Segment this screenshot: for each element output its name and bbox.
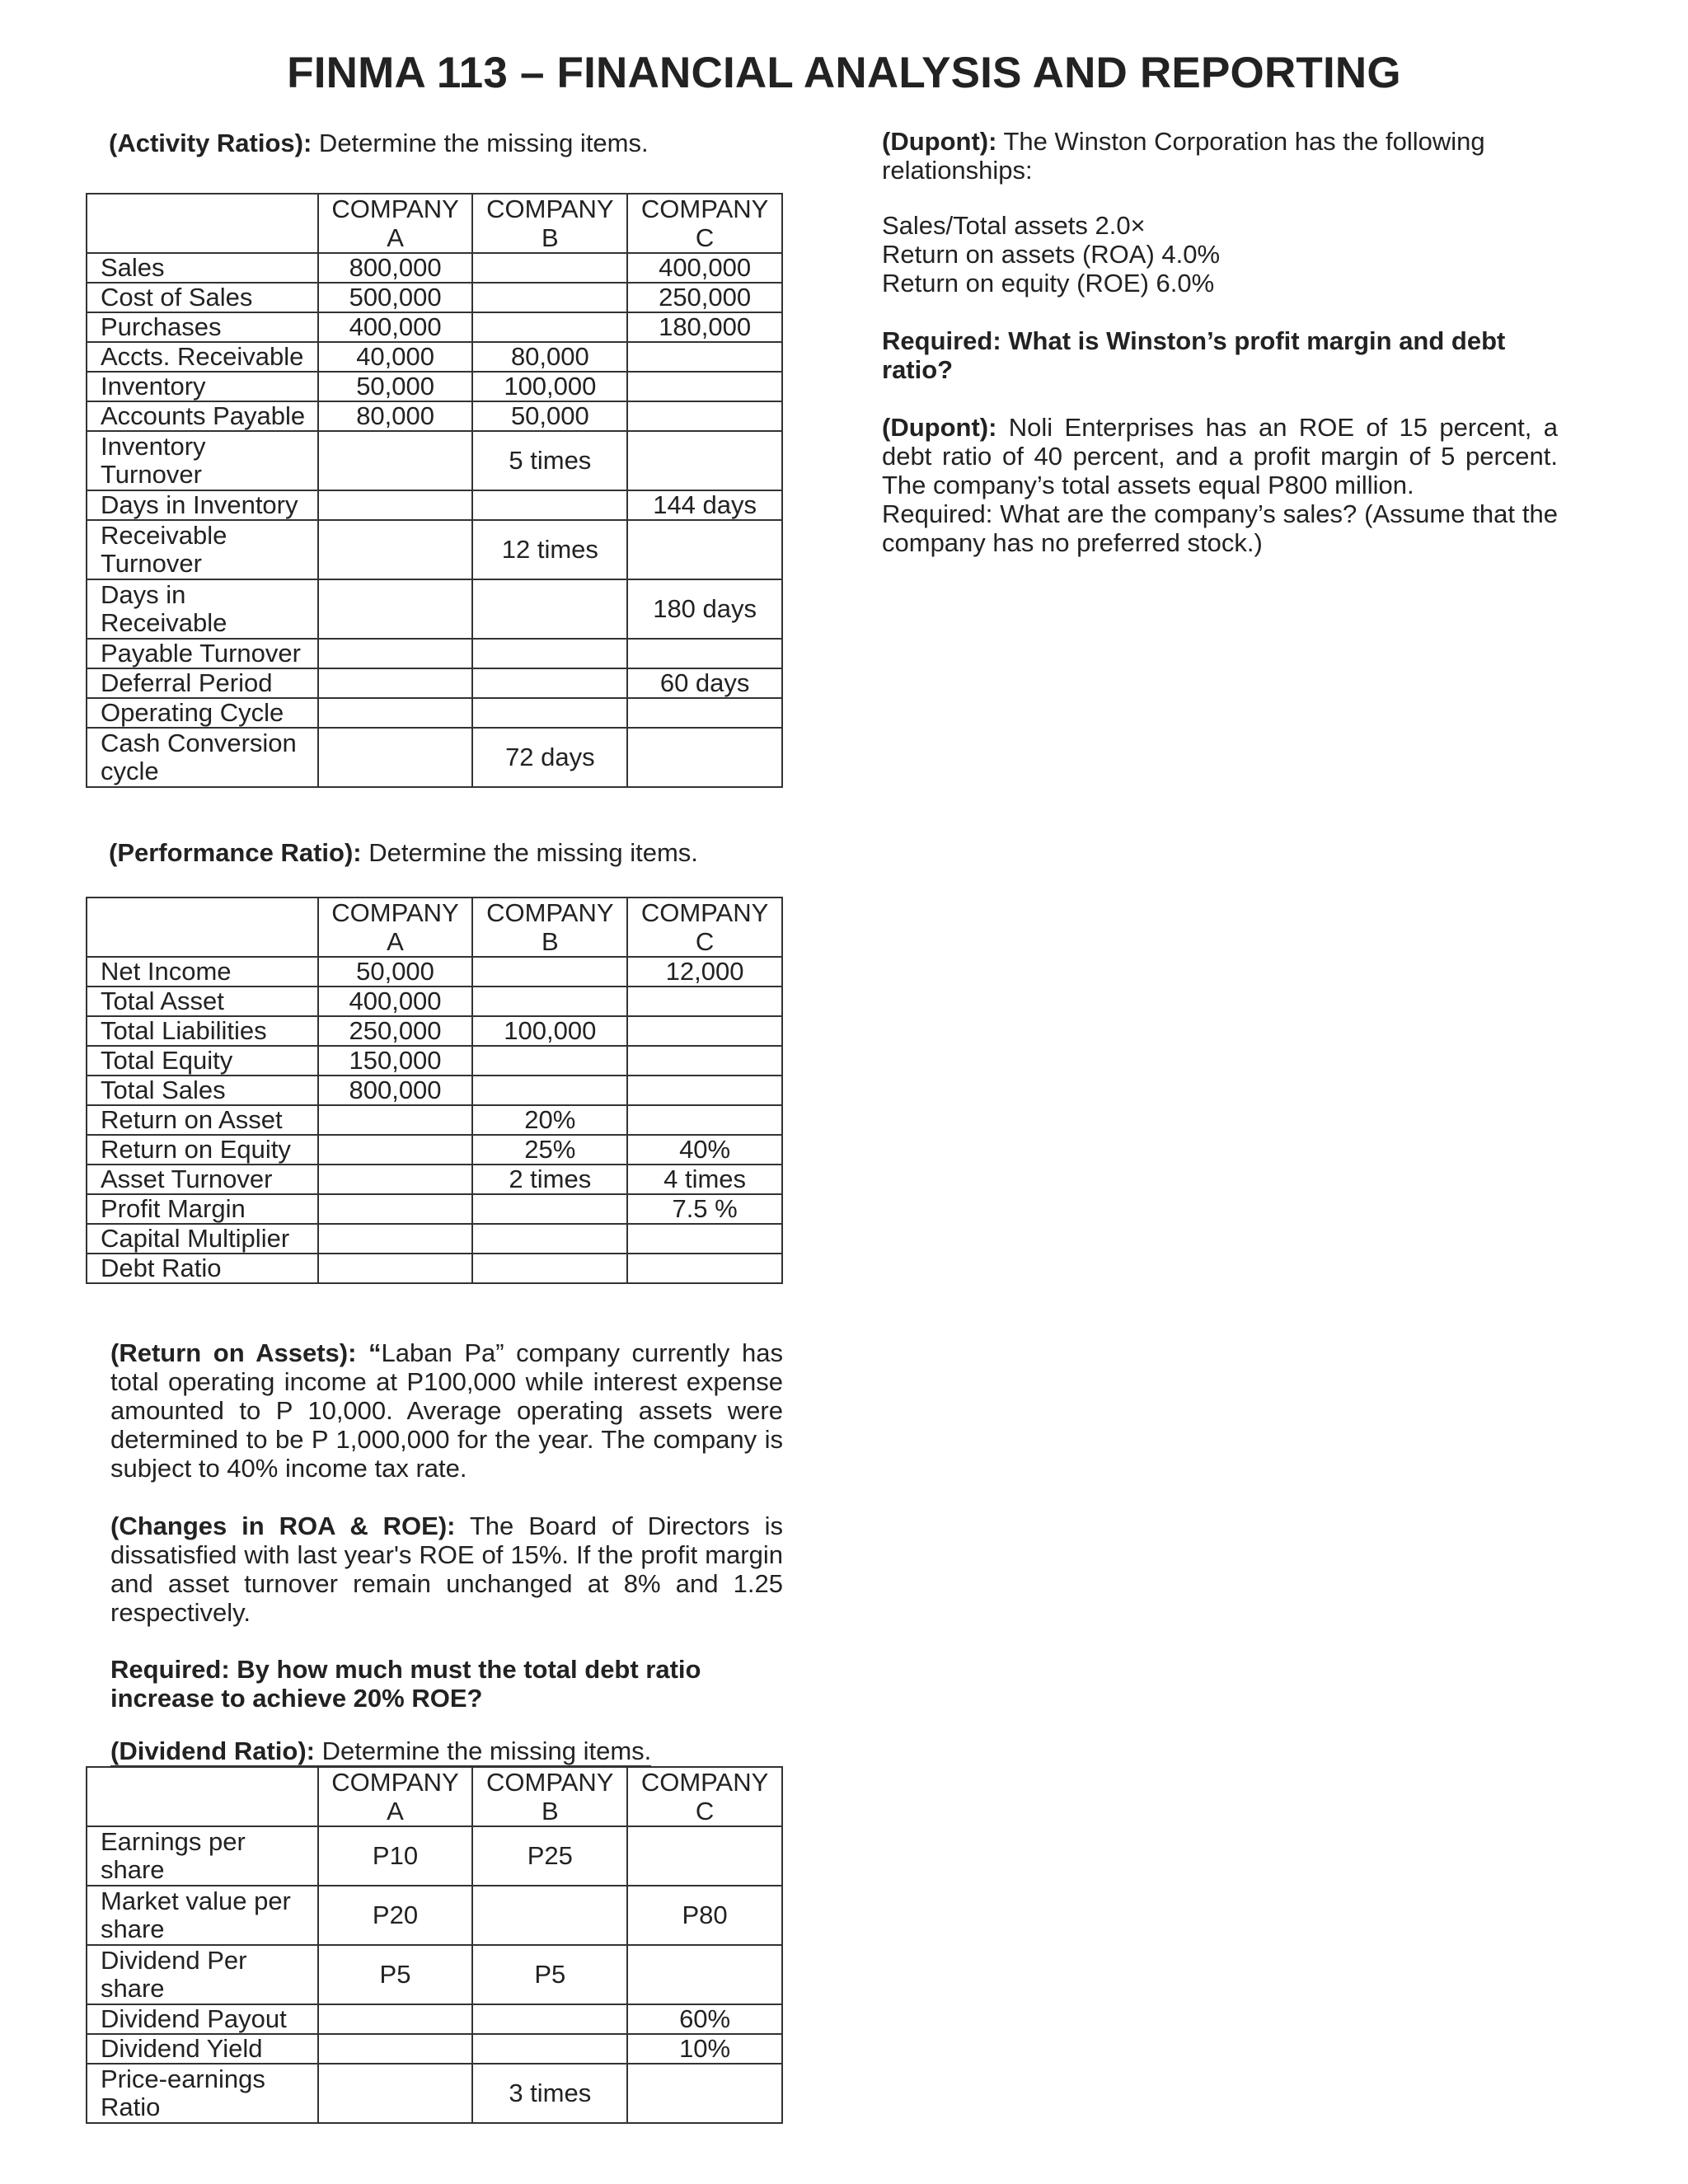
row-label: Accts. Receivable	[87, 342, 318, 372]
table-row	[87, 957, 782, 987]
table-row	[87, 312, 782, 342]
table-row	[87, 1826, 782, 1886]
table-row	[87, 1105, 782, 1135]
cell-company-a	[318, 1135, 473, 1165]
table-row	[87, 253, 782, 283]
cell-company-a: 50,000	[318, 957, 473, 987]
dupont2-required: Required: What are the company’s sales? (Assume that the company has no preferred stock.)	[882, 499, 1558, 557]
table-row	[87, 520, 782, 579]
cell-company-a	[318, 728, 473, 787]
cell-company-c	[627, 1105, 782, 1135]
table-row	[87, 1165, 782, 1194]
dividend-heading	[110, 1737, 651, 1767]
header-row	[87, 194, 782, 253]
table-row	[87, 1886, 782, 1945]
table-row	[87, 1254, 782, 1283]
roa-label: (Return on Assets): “	[110, 1338, 382, 1367]
cell-company-b: 100,000	[472, 372, 627, 401]
dupont1-line: Sales/Total assets 2.0×	[882, 211, 1146, 240]
performance-table	[86, 897, 783, 1284]
row-label: Asset Turnover	[87, 1165, 318, 1194]
activity-heading-bold: (Activity Ratios):	[109, 129, 312, 157]
column-header: COMPANY A	[318, 194, 473, 253]
dividend-table	[86, 1766, 783, 2124]
cell-company-a: 800,000	[318, 1076, 473, 1105]
table-row	[87, 1076, 782, 1105]
cell-company-c: 400,000	[627, 253, 782, 283]
table-row	[87, 698, 782, 728]
cell-company-a: 400,000	[318, 987, 473, 1016]
cell-company-c	[627, 987, 782, 1016]
row-label: Sales	[87, 253, 318, 283]
table-row	[87, 1135, 782, 1165]
cell-company-a: 50,000	[318, 372, 473, 401]
column-header: COMPANY C	[627, 194, 782, 253]
dupont2-text: Noli Enterprises has an ROE of 15 percent, a debt ratio of 40 percent, and a profit margin of 5 percent. The company’s total assets equal P800 million.	[882, 413, 1558, 499]
row-label: Inventory Turnover	[87, 431, 318, 490]
dupont1-line: Return on assets (ROA) 4.0%	[882, 240, 1221, 269]
cell-company-a	[318, 1254, 473, 1283]
cell-company-c	[627, 698, 782, 728]
cell-company-c: 60%	[627, 2004, 782, 2034]
cell-company-b: 80,000	[472, 342, 627, 372]
cell-company-b	[472, 1254, 627, 1283]
column-header: COMPANY A	[318, 1767, 473, 1826]
cell-company-b	[472, 957, 627, 987]
cell-company-c: 60 days	[627, 668, 782, 698]
column-header: COMPANY C	[627, 898, 782, 957]
changes-text: The Board of Directors is dissatisfied with last year's ROE of 15%. If the profit margin and asset turnover remain unchanged at 8% and 1.25 respectively.	[110, 1511, 783, 1627]
table-row	[87, 639, 782, 668]
row-label: Capital Multiplier	[87, 1224, 318, 1254]
cell-company-c	[627, 1254, 782, 1283]
cell-company-c	[627, 1224, 782, 1254]
cell-company-b	[472, 2004, 627, 2034]
dupont1-paragraph	[882, 127, 1558, 185]
row-label: Market value per share	[87, 1886, 318, 1945]
row-label: Receivable Turnover	[87, 520, 318, 579]
cell-company-a	[318, 2064, 473, 2123]
table-row	[87, 490, 782, 520]
cell-company-b	[472, 1076, 627, 1105]
header-blank-cell	[87, 194, 318, 253]
dividend-heading-rest: Determine the missing items.	[315, 1736, 652, 1765]
cell-company-c	[627, 372, 782, 401]
cell-company-c	[627, 728, 782, 787]
row-label: Total Liabilities	[87, 1016, 318, 1046]
dupont1-text: The Winston Corporation has the following relationships:	[882, 127, 1485, 185]
row-label: Purchases	[87, 312, 318, 342]
table-row	[87, 283, 782, 312]
changes-paragraph	[110, 1511, 783, 1627]
cell-company-c: 7.5 %	[627, 1194, 782, 1224]
table-row	[87, 1224, 782, 1254]
performance-heading-rest: Determine the missing items.	[361, 838, 698, 867]
changes-required: Required: By how much must the total debt ratio increase to achieve 20% ROE?	[110, 1655, 701, 1713]
table-row	[87, 1016, 782, 1046]
table-row	[87, 401, 782, 431]
cell-company-a	[318, 668, 473, 698]
cell-company-b	[472, 1224, 627, 1254]
cell-company-b	[472, 987, 627, 1016]
dupont1-line: Return on equity (ROE) 6.0%	[882, 269, 1215, 298]
cell-company-b	[472, 1194, 627, 1224]
cell-company-b: 100,000	[472, 1016, 627, 1046]
cell-company-b: 3 times	[472, 2064, 627, 2123]
cell-company-c	[627, 1016, 782, 1046]
row-label: Dividend Per share	[87, 1945, 318, 2004]
cell-company-c	[627, 639, 782, 668]
row-label: Dividend Yield	[87, 2034, 318, 2064]
roa-paragraph	[110, 1338, 783, 1483]
row-label: Deferral Period	[87, 668, 318, 698]
cell-company-a: 40,000	[318, 342, 473, 372]
cell-company-a: P20	[318, 1886, 473, 1945]
row-label: Net Income	[87, 957, 318, 987]
cell-company-a: 500,000	[318, 283, 473, 312]
row-label: Return on Equity	[87, 1135, 318, 1165]
roa-text: Laban Pa” company currently has total operating income at P100,000 while interest expense amounted to P 10,000. Average operating assets were determined to be P 1,000,000 for the year. The company is subject to 40% income tax rate.	[110, 1338, 783, 1483]
cell-company-b: 2 times	[472, 1165, 627, 1194]
cell-company-c: 250,000	[627, 283, 782, 312]
table-row	[87, 2034, 782, 2064]
row-label: Dividend Payout	[87, 2004, 318, 2034]
cell-company-a	[318, 639, 473, 668]
dupont2-label: (Dupont):	[882, 413, 997, 442]
cell-company-a	[318, 2034, 473, 2064]
table-row	[87, 2064, 782, 2123]
dupont2-paragraph	[882, 413, 1558, 557]
cell-company-c	[627, 1826, 782, 1886]
table-row	[87, 987, 782, 1016]
cell-company-b: 5 times	[472, 431, 627, 490]
row-label: Cost of Sales	[87, 283, 318, 312]
cell-company-b	[472, 639, 627, 668]
cell-company-a: 80,000	[318, 401, 473, 431]
cell-company-a: 400,000	[318, 312, 473, 342]
cell-company-c: 180,000	[627, 312, 782, 342]
row-label: Total Equity	[87, 1046, 318, 1076]
row-label: Total Asset	[87, 987, 318, 1016]
cell-company-c: 12,000	[627, 957, 782, 987]
row-label: Price-earnings Ratio	[87, 2064, 318, 2123]
table-row	[87, 579, 782, 639]
cell-company-b: 72 days	[472, 728, 627, 787]
cell-company-b: P25	[472, 1826, 627, 1886]
cell-company-c: P80	[627, 1886, 782, 1945]
cell-company-b	[472, 668, 627, 698]
cell-company-a	[318, 1165, 473, 1194]
activity-table	[86, 193, 783, 788]
header-blank-cell	[87, 898, 318, 957]
column-header: COMPANY B	[472, 194, 627, 253]
cell-company-c	[627, 1046, 782, 1076]
row-label: Debt Ratio	[87, 1254, 318, 1283]
header-blank-cell	[87, 1767, 318, 1826]
table-row	[87, 431, 782, 490]
cell-company-a	[318, 431, 473, 490]
cell-company-c	[627, 401, 782, 431]
row-label: Payable Turnover	[87, 639, 318, 668]
cell-company-b: 25%	[472, 1135, 627, 1165]
cell-company-a: P5	[318, 1945, 473, 2004]
column-header: COMPANY C	[627, 1767, 782, 1826]
cell-company-b	[472, 579, 627, 639]
column-header: COMPANY B	[472, 898, 627, 957]
dividend-heading-bold: (Dividend Ratio):	[110, 1736, 315, 1765]
cell-company-b	[472, 1886, 627, 1945]
activity-heading	[109, 129, 649, 158]
row-label: Days in Inventory	[87, 490, 318, 520]
cell-company-c	[627, 1945, 782, 2004]
table-row	[87, 1194, 782, 1224]
cell-company-c	[627, 520, 782, 579]
cell-company-c	[627, 431, 782, 490]
cell-company-a	[318, 1194, 473, 1224]
cell-company-b	[472, 2034, 627, 2064]
cell-company-b	[472, 1046, 627, 1076]
dupont1-label: (Dupont):	[882, 127, 997, 156]
cell-company-a: P10	[318, 1826, 473, 1886]
cell-company-c	[627, 342, 782, 372]
changes-label: (Changes in ROA & ROE):	[110, 1511, 456, 1540]
cell-company-a: 150,000	[318, 1046, 473, 1076]
row-label: Inventory	[87, 372, 318, 401]
cell-company-c: 144 days	[627, 490, 782, 520]
row-label: Return on Asset	[87, 1105, 318, 1135]
header-row	[87, 898, 782, 957]
cell-company-a: 800,000	[318, 253, 473, 283]
page-title: FINMA 113 – FINANCIAL ANALYSIS AND REPORTING	[287, 49, 1401, 97]
cell-company-a	[318, 698, 473, 728]
row-label: Profit Margin	[87, 1194, 318, 1224]
row-label: Cash Conversion cycle	[87, 728, 318, 787]
table-row	[87, 728, 782, 787]
cell-company-a: 250,000	[318, 1016, 473, 1046]
cell-company-c: 10%	[627, 2034, 782, 2064]
row-label: Total Sales	[87, 1076, 318, 1105]
cell-company-b: P5	[472, 1945, 627, 2004]
row-label: Operating Cycle	[87, 698, 318, 728]
header-row	[87, 1767, 782, 1826]
cell-company-b: 20%	[472, 1105, 627, 1135]
performance-heading	[109, 838, 698, 868]
dupont1-required: Required: What is Winston’s profit margin and debt ratio?	[882, 326, 1506, 384]
cell-company-a	[318, 520, 473, 579]
cell-company-b: 50,000	[472, 401, 627, 431]
cell-company-c: 180 days	[627, 579, 782, 639]
table-row	[87, 2004, 782, 2034]
cell-company-c: 4 times	[627, 1165, 782, 1194]
cell-company-a	[318, 490, 473, 520]
cell-company-a	[318, 2004, 473, 2034]
table-row	[87, 342, 782, 372]
row-label: Earnings per share	[87, 1826, 318, 1886]
cell-company-c	[627, 2064, 782, 2123]
column-header: COMPANY A	[318, 898, 473, 957]
cell-company-b: 12 times	[472, 520, 627, 579]
activity-heading-rest: Determine the missing items.	[312, 129, 649, 157]
dupont1-relationships	[882, 211, 1220, 298]
cell-company-b	[472, 490, 627, 520]
table-row	[87, 1046, 782, 1076]
cell-company-b	[472, 698, 627, 728]
column-header: COMPANY B	[472, 1767, 627, 1826]
table-row	[87, 1945, 782, 2004]
cell-company-a	[318, 579, 473, 639]
table-row	[87, 372, 782, 401]
cell-company-a	[318, 1224, 473, 1254]
row-label: Days in Receivable	[87, 579, 318, 639]
cell-company-c: 40%	[627, 1135, 782, 1165]
cell-company-c	[627, 1076, 782, 1105]
row-label: Accounts Payable	[87, 401, 318, 431]
cell-company-b	[472, 253, 627, 283]
cell-company-a	[318, 1105, 473, 1135]
cell-company-b	[472, 283, 627, 312]
performance-heading-bold: (Performance Ratio):	[109, 838, 362, 867]
table-row	[87, 668, 782, 698]
cell-company-b	[472, 312, 627, 342]
